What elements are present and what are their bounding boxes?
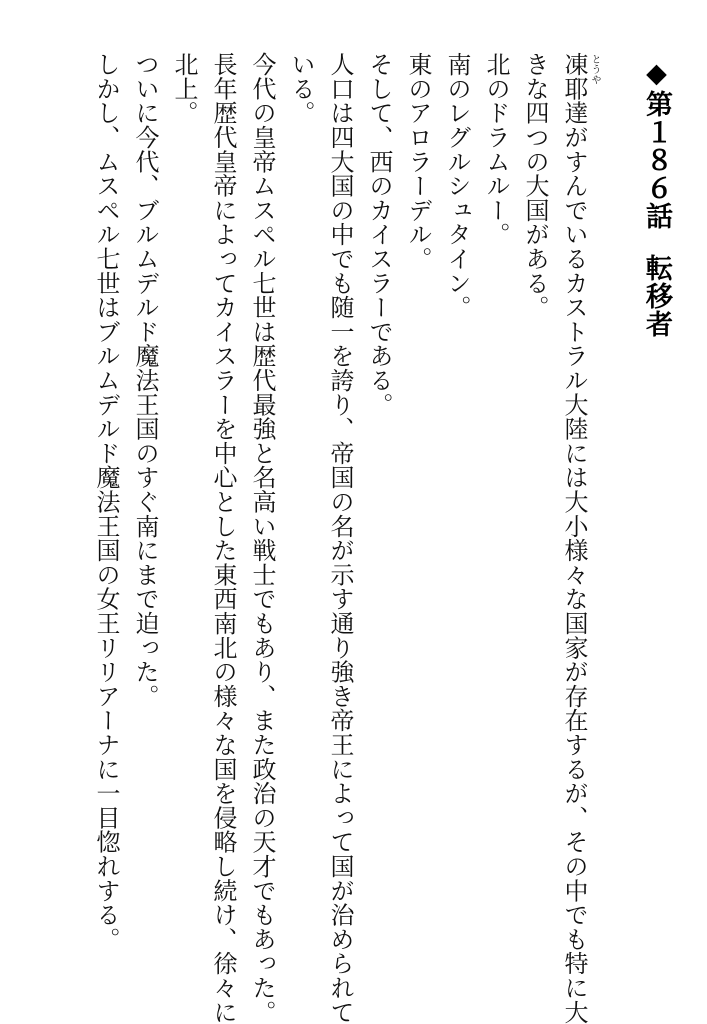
text-line-9: [248, 52, 276, 1024]
ruby-base: 凍耶: [560, 52, 588, 101]
diamond-icon: ◆: [641, 58, 672, 90]
text-line-7: [326, 52, 354, 1024]
text-line-5: [404, 52, 431, 972]
paragraph-text: 北上。: [170, 52, 198, 125]
ruby-name: [560, 52, 600, 101]
text-line-1: [560, 52, 600, 1024]
text-line-11: [170, 52, 197, 972]
text-line-2: [521, 52, 548, 972]
paragraph-text: いる。: [287, 52, 315, 125]
paragraph-text: 北のドラムルー。: [482, 52, 510, 247]
paragraph-text: 人口は四大国の中でも随一を誇り、帝国の名が示す通り強き帝王によって国が治められて: [326, 52, 354, 1024]
chapter-number: 第１８６話: [641, 90, 672, 230]
paragraph-text: 長年歴代皇帝によってカイスラーを中心とした東西南北の様々な国を侵略し続け、徐々に: [209, 52, 237, 1024]
ruby-reading: とうや: [589, 54, 600, 85]
chapter-heading: [643, 58, 670, 978]
text-line-12: [131, 52, 158, 972]
paragraph-text: 南のレグルシュタイン。: [443, 52, 471, 320]
paragraph-text: 達がすんでいるカストラル大陸には大小様々な国家が存在するが、その中でも特に大: [560, 100, 588, 1024]
text-line-8: [287, 52, 314, 972]
paragraph-text: しかし、ムスペル七世はブルムデルド魔法王国の女王リリアーナに一目惚れする。: [92, 52, 120, 952]
text-line-4: [443, 52, 470, 972]
paragraph-text: 今代の皇帝ムスペル七世は歴代最強と名高い戦士でもあり、また政治の天才でもあった。: [248, 52, 276, 1024]
paragraph-text: ついに今代、ブルムデルド魔法王国のすぐ南にまで迫った。: [131, 52, 159, 709]
text-line-13: [92, 52, 119, 972]
text-line-3: [482, 52, 509, 972]
chapter-title: 転移者: [641, 254, 672, 338]
text-line-6: [365, 52, 392, 972]
paragraph-text: そして、西のカイスラーである。: [365, 52, 393, 417]
paragraph-text: きな四つの大国がある。: [521, 52, 549, 320]
paragraph-text: 東のアロラーデル。: [404, 52, 432, 271]
text-line-10: [209, 52, 237, 1024]
